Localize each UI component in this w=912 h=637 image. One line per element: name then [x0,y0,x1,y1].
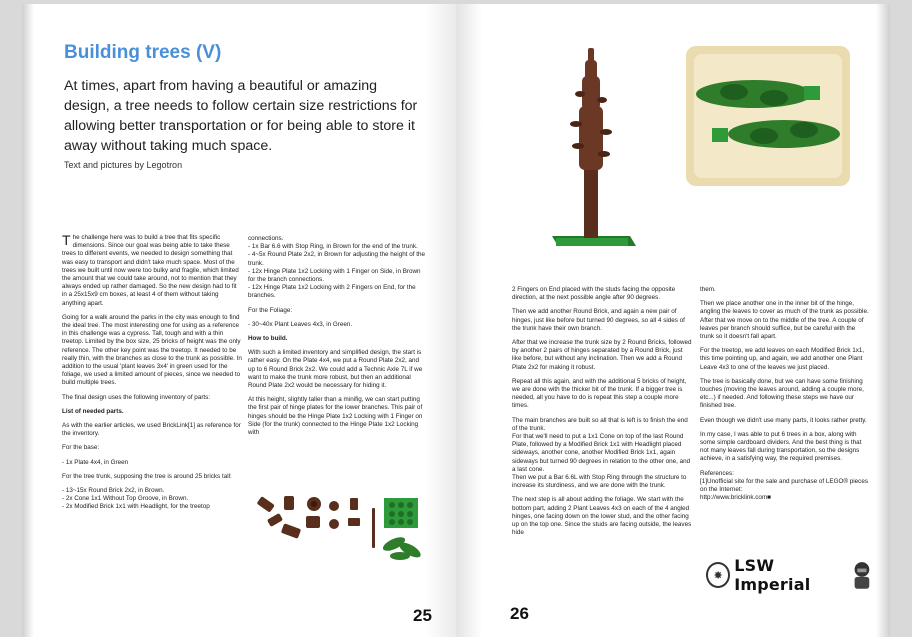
drop-cap: T [62,232,71,248]
lego-parts-photo [254,494,426,566]
section-heading: List of needed parts. [62,407,124,415]
paragraph: he challenge here was to build a tree that fits specific dimensions. Since our goal was being able to take these trees to different events, we needed to design something that was easy to transport and didn't take much space. Most of the trees we built until now were too bulky and fragile, which limited the amount that we could take around, not to mention that they always ended up rather damaged. So the new design had to fit in a 25x15x9 cm boxes, at least 4 of them without taking anything apart. [62,234,239,307]
paragraph: Then we put a Bar 6.6L with Stop Ring through the structure to increase its sturdiness, and we are done with the trunk. [512,474,687,490]
paragraph: Then we add another Round Brick, and again a new pair of hinges, just like before but turned 90 degrees, so all 4 sides of the trunk have their own branch. [512,308,685,332]
list-item: - 13~15x Round Brick 2x2, in Brown. [62,487,165,495]
paragraph: With such a limited inventory and simplified design, the start is rather easy. On the Plate 4x4, we put a Round Plate 2x2, and up to 6 Round Brick 2x2. We could add a Technic Axle 7L if we want to make the trunk more robust, but then an additional Round Plate 2x2 would be necessary for hiding it. [248,349,423,390]
list-item: - 2x Modified Brick 1x1 with Headlight, for the treetop [62,503,210,511]
section-heading: How to build. [248,335,288,343]
list-item: - 12x Hinge Plate 1x2 Locking with 1 Finger on Side, in Brown for the branch connections. [248,267,421,284]
paragraph: connections. [248,235,284,242]
left-column-2 [248,235,426,443]
list-item: - 12x Hinge Plate 1x2 Locking with 2 Fingers on End, for the branches. [248,284,416,300]
paragraph: For the treetop, we add leaves on each Modified Brick 1x1, this time pointing up, and again, we add another one Plant Leave 4x3 to one of the leaves we just placed. [700,347,865,371]
paragraph: For the base: [62,444,100,452]
page-number: 26 [510,604,529,623]
cypress-tree-photo [546,46,636,254]
right-column-1 [512,286,692,543]
logo-text: LSW Imperial [734,556,811,594]
list-item: - 2x Cone 1x1 Without Top Groove, in Brown. [62,495,189,503]
lsw-imperial-logo [706,556,874,594]
page-edge-shadow [22,4,34,637]
magazine-spread [22,4,890,637]
paragraph: them. [700,286,716,293]
list-item: - 1x Plate 4x4, in Green [62,458,129,466]
paragraph: The tree is basically done, but we can have some finishing touches (moving the leaves around, adding a couple more, etc...) if needed. And following these steps we have our finished tree. [700,377,864,410]
paragraph: As with the earlier articles, we used BrickLink[1] as reference for the inventory. [62,422,241,438]
paragraph: In my case, I was able to put 6 trees in a box, along with some simple cardboard dividers. And the best thing is that not many leaves fall during transportation, so the designs achieve, in a satisfying way, the required premises. [700,430,862,463]
page-right [456,4,890,637]
storage-box-photo [684,42,852,190]
paragraph: For the Foliage: [248,306,293,314]
paragraph: After that we increase the trunk size by 2 Round Bricks, followed by another 2 pairs of hinges separated by a Round Brick, just like before, but without any inclination. Then we add a Round Plate 2x2 for making it robust. [512,339,692,371]
reference-link: http://www.bricklink.com■ [700,494,771,502]
stormtrooper-icon [850,560,874,590]
article-intro: At times, apart from having a beautiful or amazing design, a tree needs to follow certain size restrictions for allowing better transportation or for being able to store it away without taking much space. [64,78,418,154]
paragraph: The next step is all about adding the foliage. We start with the bottom part, adding 2 Plant Leaves 4x3 on each of the 4 angled hinges, one facing down on the lower stud, and the other facing up on the top one. Since the studs are facing outside, the leaves hide [512,496,692,537]
imperial-crest-icon: ✸ [706,562,730,588]
paragraph: Then we place another one in the inner bit of the hinge, angling the leaves to cover as much of the trunk as possible. After that we move on to the middle of the tree. A couple of leaves per branch should suffice, but be careful with the trunk so it doesn't fall apart. [700,300,869,341]
page-left [22,4,456,637]
right-column-2 [700,286,870,502]
paragraph: Repeat all this again, and with the additional 5 bricks of height, we are done with the thicker bit of the trunk. If a bigger tree is needed, all you have to do is repeat this step a couple more times. [512,377,687,410]
list-item: - 30~40x Plant Leaves 4x3, in Green. [248,320,353,328]
page-number: 25 [413,606,432,625]
paragraph: Even though we didn't use many parts, it looks rather pretty. [700,416,867,424]
paragraph: The final design uses the following inventory of parts: [62,393,211,401]
paragraph: For the tree trunk, supposing the tree is around 25 bricks tall: [62,472,232,480]
page-edge-shadow [876,4,890,637]
paragraph: The main branches are built so all that is left is to finish the end of the trunk. [512,416,688,432]
article-title: Building trees (V) [64,42,222,63]
paragraph: Going for a walk around the parks in the city was enough to find the ideal tree. The most interesting one for using as a reference in this challenge was a cypress. Tall, tough and with a thin treetop. Limited by the box size, 25 bricks of height was the only reference. The other key point was the treetop. It needed to be really thin, with the branches as close to the trunk as possible. In addition to the usual 'plant leaves 3x4' in green used for the foliage, we used a limited amount of pieces, since we needed to build multiple trees. [62,313,242,387]
left-column-1 [62,234,242,512]
references-heading: References: [700,469,734,477]
reference-item: [1]Unofficial site for the sale and purchase of LEGO® pieces on the Internet: [700,477,868,494]
paragraph: For that we'll need to put a 1x1 Cone on top of the last Round Plate, followed by a Modified Brick 1x1 with Headlight placed sideways, another cone, another Modified Brick 1x1, again sideways but turned 90 degrees in relation to the other one, and a last cone. [512,433,691,473]
list-item: - 4~5x Round Plate 2x2, in Brown for adjusting the height of the trunk. [248,251,425,267]
list-item: - 1x Bar 6.6 with Stop Ring, in Brown for the end of the trunk. [248,243,418,251]
paragraph: 2 Fingers on End placed with the studs facing the opposite direction, at the next possible angle after 90 degrees. [512,286,676,302]
article-credit: Text and pictures by Legotron [64,160,183,170]
paragraph: At this height, slightly taller than a minifig, we can start putting the first pair of hinge plates for the lower branches. This pair of hinges should be the Hinge Plate 1x2 Locking with 1 Finger on Side (for the trunk) connected to the Hinge Plate 1x2 Locking with [248,396,423,437]
